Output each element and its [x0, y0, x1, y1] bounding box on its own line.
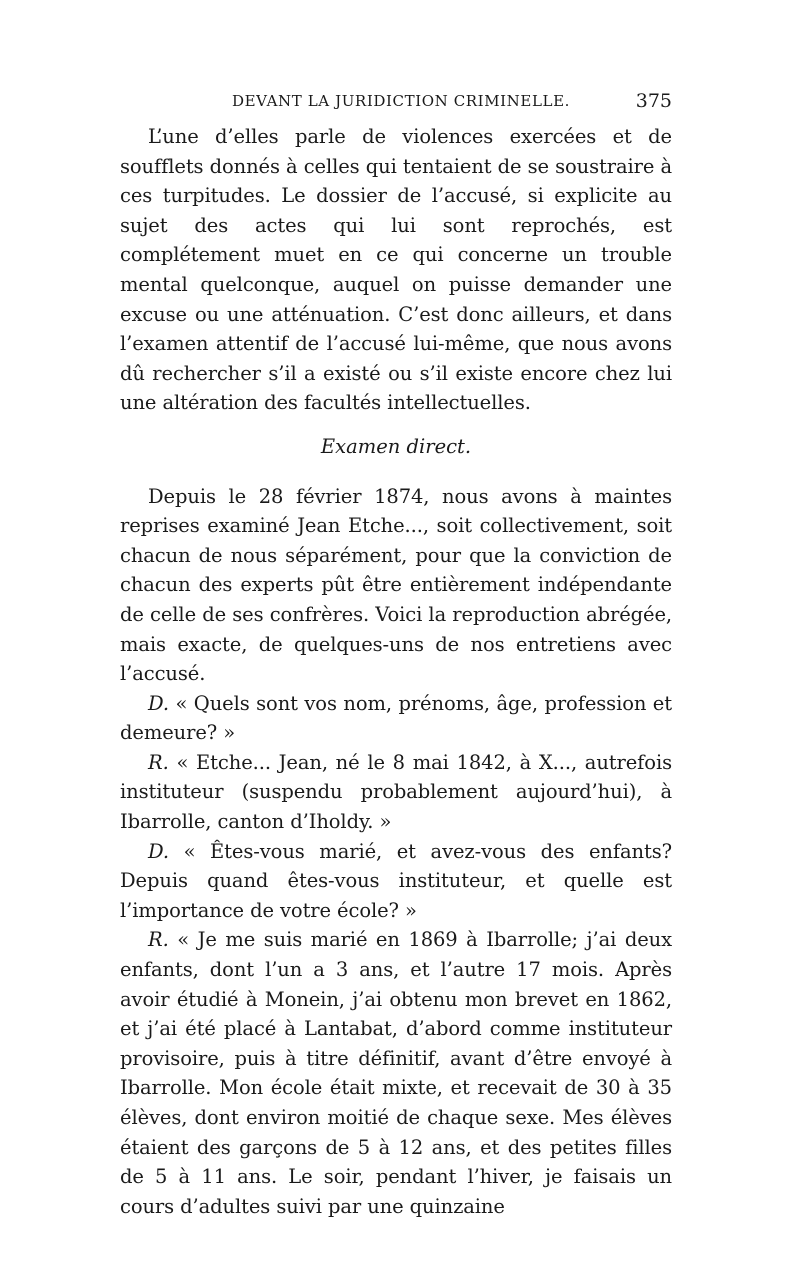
dialogue-entry [120, 925, 672, 1221]
speaker-label: R. [148, 928, 169, 952]
page-header [120, 92, 672, 122]
paragraph-introduction: Depuis le 28 février 1874, nous avons à maintes reprises examiné Jean Etche..., soit collectivement, soit chacun de nous séparément, pour que la conviction de chacun des experts pût être entièrement indépendante de celle de ses confrères. Voici la reproduction abrégée, mais exacte, de quelques-uns de nos entretiens avec l’accusé. [120, 484, 672, 686]
section-heading: Examen direct. [320, 434, 472, 458]
dialogue-entry [120, 689, 672, 748]
paragraph-dossier: L’une d’elles parle de violences exercées et de soufflets donnés à celles qui tentaient de se soustraire à ces turpitudes. Le dossier de l’accusé, si explicite au sujet des actes qui lui sont reprochés, est complétement muet en ce qui concerne un trouble mental quelconque, auquel on puisse demander une excuse ou une atténuation. C’est donc ailleurs, et dans l’examen attentif de l’accusé lui-même, que nous avons dû rechercher s’il a existé ou s’il existe encore chez lui une altération des facultés intellectuelles. [120, 125, 672, 415]
dialogue-text: « Etche... Jean, né le 8 mai 1842, à X..., autrefois instituteur (suspendu probablement aujourd’hui), à Ibarrolle, canton d’Iholdy. » [120, 750, 672, 834]
running-title: DEVANT LA JURIDICTION CRIMINELLE. [232, 92, 571, 110]
page-number: 375 [635, 90, 672, 112]
dialogue-text: « Êtes-vous marié, et avez-vous des enfants? Depuis quand êtes-vous instituteur, et quelle est l’importance de votre école? » [120, 839, 672, 922]
speaker-label: R. [148, 750, 169, 774]
dialogue-text: « Je me suis marié en 1869 à Ibarrolle; j’ai deux enfants, dont l’un a 3 ans, et l’autre 17 mois. Après avoir étudié à Monein, j’ai obtenu mon brevet en 1862, et j’ai été placé à Lantabat, d’abord comme instituteur provisoire, puis à titre définitif, avant d’être envoyé à Ibarrolle. Mon école était mixte, et recevait de 30 à 35 élèves, dont environ moitié de chaque sexe. Mes élèves étaient des garçons de 5 à 12 ans, et des petites filles de 5 à 11 ans. Le soir, pendant l’hiver, je faisais un cours d’adultes suivi par une quinzaine [120, 928, 672, 1218]
dialogue-entry [120, 837, 672, 926]
speaker-label: D. [148, 691, 169, 715]
dialogue-entry [120, 748, 672, 837]
book-page [120, 92, 672, 1221]
dialogue-text: « Quels sont vos nom, prénoms, âge, profession et demeure? » [120, 691, 672, 745]
speaker-label: D. [148, 839, 169, 863]
